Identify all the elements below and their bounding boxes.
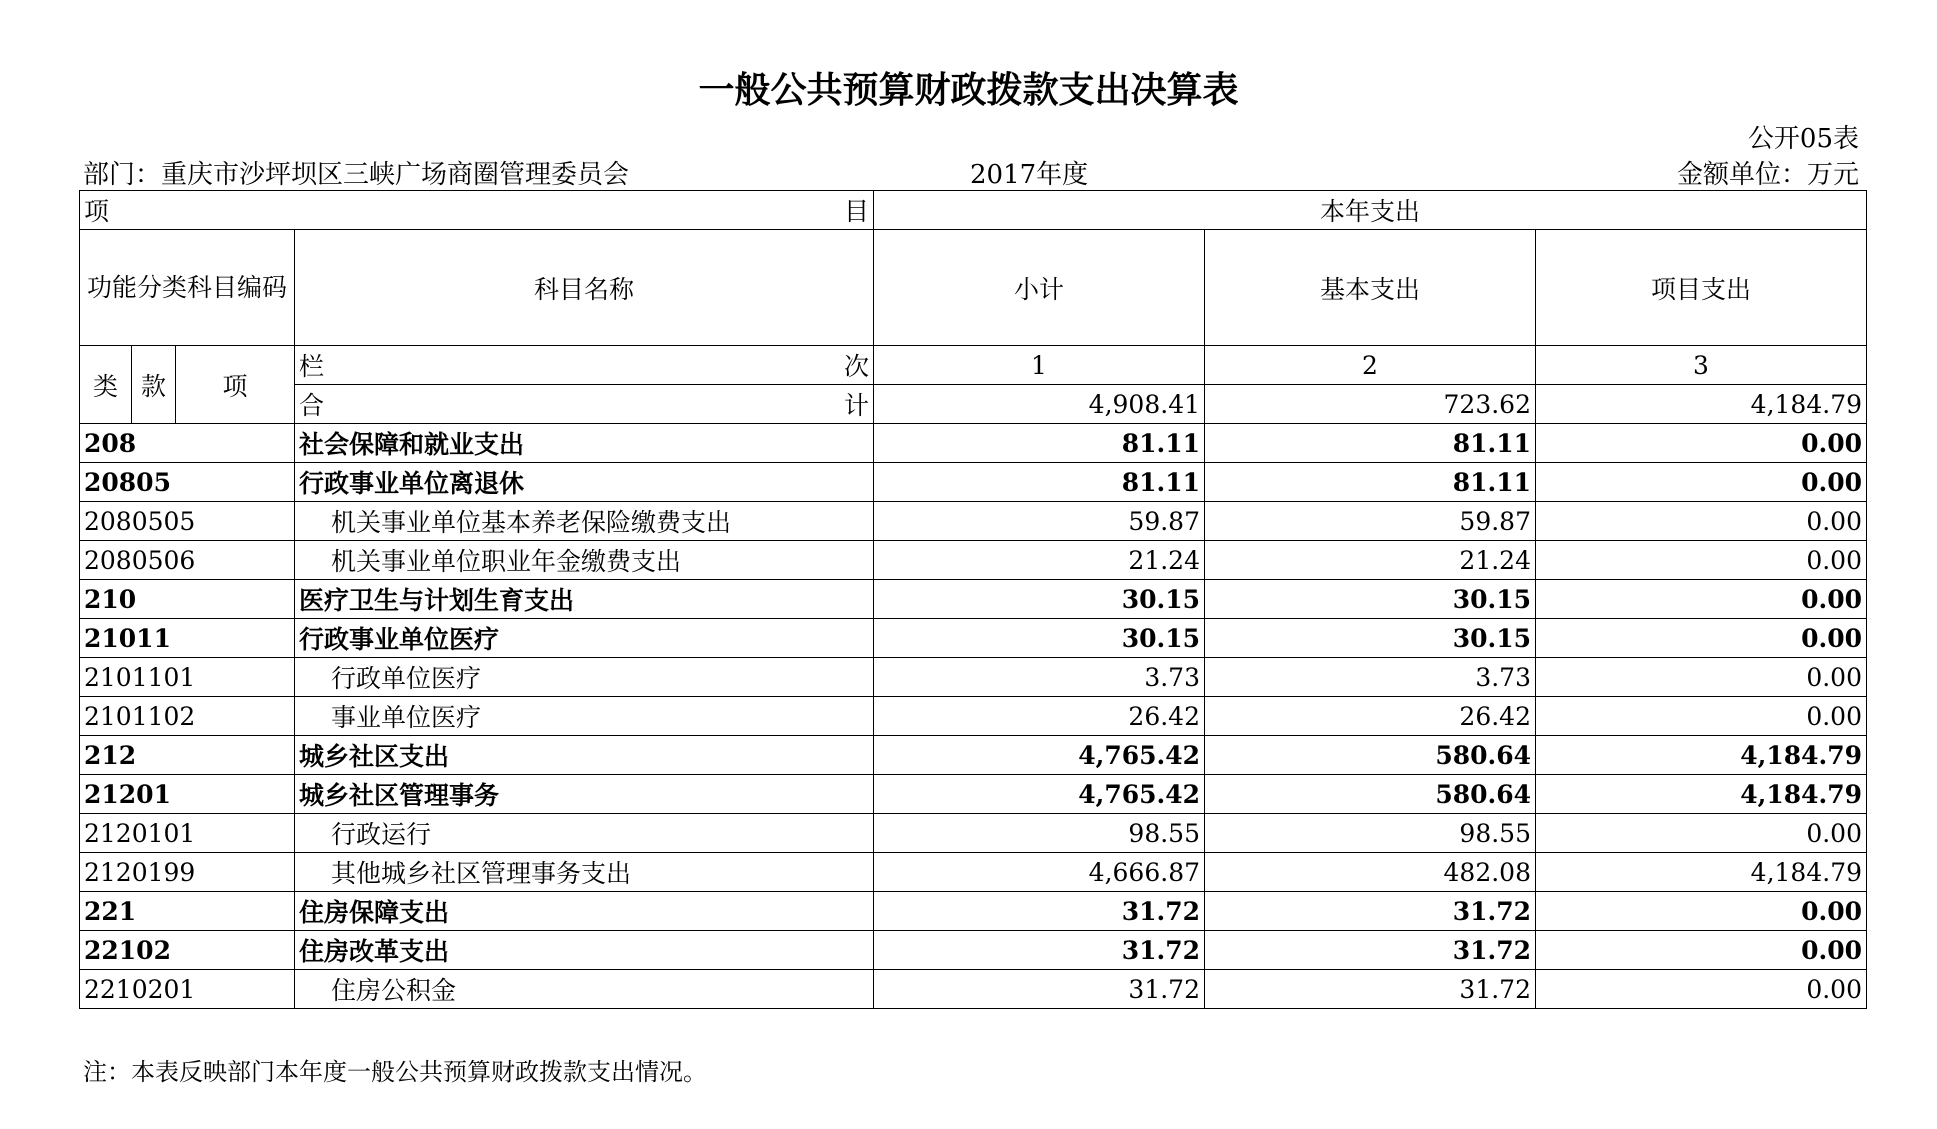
row-subtotal: 81.11 [874,424,1205,463]
table-note: 注：本表反映部门本年度一般公共预算财政拨款支出情况。 [83,1058,707,1086]
row-subject-name: 事业单位医疗 [295,697,874,736]
fiscal-year: 2017年度 [970,160,1089,190]
row-subject-name: 其他城乡社区管理事务支出 [295,853,874,892]
row-subtotal: 4,765.42 [874,775,1205,814]
header-row-item [80,191,1867,230]
row-code: 2101101 [80,658,295,697]
row-project: 4,184.79 [1536,853,1867,892]
row-subtotal: 21.24 [874,541,1205,580]
row-subject-name: 行政运行 [295,814,874,853]
table-row [80,580,1867,619]
header-lan: 栏 [299,352,325,381]
row-subject-name: 社会保障和就业支出 [295,424,874,463]
table-row [80,541,1867,580]
amount-unit: 金额单位：万元 [1676,160,1859,190]
header-row-lanci [80,346,1867,385]
header-col3: 3 [1536,346,1867,385]
header-func-code: 功能分类科目编码 [80,230,295,346]
table-row [80,424,1867,463]
row-subject-name: 住房改革支出 [295,931,874,970]
row-basic: 580.64 [1205,736,1536,775]
header-this-year: 本年支出 [874,191,1867,230]
table-row [80,775,1867,814]
row-subject-name: 城乡社区管理事务 [295,775,874,814]
total-subtotal: 4,908.41 [874,385,1205,424]
row-code: 2080506 [80,541,295,580]
row-code: 21011 [80,619,295,658]
row-subtotal: 4,666.87 [874,853,1205,892]
budget-table [79,190,1867,1009]
row-subject-name: 行政事业单位医疗 [295,619,874,658]
row-subject-name: 行政事业单位离退休 [295,463,874,502]
table-row [80,619,1867,658]
row-basic: 30.15 [1205,580,1536,619]
row-subject-name: 医疗卫生与计划生育支出 [295,580,874,619]
row-subtotal: 4,765.42 [874,736,1205,775]
row-project: 4,184.79 [1536,736,1867,775]
row-code: 2120199 [80,853,295,892]
total-row [80,385,1867,424]
header-subtotal: 小计 [874,230,1205,346]
row-subject-name: 住房公积金 [295,970,874,1009]
row-code: 2080505 [80,502,295,541]
row-project: 0.00 [1536,463,1867,502]
table-row [80,814,1867,853]
table-row [80,853,1867,892]
row-subtotal: 31.72 [874,931,1205,970]
table-row [80,502,1867,541]
page-title: 一般公共预算财政拨款支出决算表 [698,70,1239,111]
row-subtotal: 31.72 [874,892,1205,931]
total-he: 合 [299,391,325,420]
row-code: 2120101 [80,814,295,853]
header-item-right: 目 [843,197,869,226]
row-basic: 59.87 [1205,502,1536,541]
header-project: 项目支出 [1536,230,1867,346]
row-basic: 580.64 [1205,775,1536,814]
table-row [80,892,1867,931]
row-project: 0.00 [1536,580,1867,619]
row-subject-name: 城乡社区支出 [295,736,874,775]
row-basic: 482.08 [1205,853,1536,892]
row-project: 0.00 [1536,892,1867,931]
department-label: 部门：重庆市沙坪坝区三峡广场商圈管理委员会 [83,160,630,190]
header-col2: 2 [1205,346,1536,385]
row-code: 208 [80,424,295,463]
row-project: 0.00 [1536,619,1867,658]
form-number: 公开05表 [1747,124,1859,154]
table-row [80,697,1867,736]
row-project: 0.00 [1536,970,1867,1009]
table-row [80,736,1867,775]
table-row [80,931,1867,970]
header-basic: 基本支出 [1205,230,1536,346]
row-code: 20805 [80,463,295,502]
row-subject-name: 机关事业单位基本养老保险缴费支出 [295,502,874,541]
row-subtotal: 3.73 [874,658,1205,697]
row-subtotal: 26.42 [874,697,1205,736]
row-subtotal: 30.15 [874,619,1205,658]
header-subject-name: 科目名称 [295,230,874,346]
row-project: 0.00 [1536,697,1867,736]
row-subject-name: 住房保障支出 [295,892,874,931]
total-basic: 723.62 [1205,385,1536,424]
row-subtotal: 31.72 [874,970,1205,1009]
table-row [80,463,1867,502]
row-basic: 3.73 [1205,658,1536,697]
row-basic: 21.24 [1205,541,1536,580]
row-project: 0.00 [1536,502,1867,541]
header-row-columns [80,230,1867,346]
header-kuan: 款 [132,346,176,424]
row-subtotal: 81.11 [874,463,1205,502]
row-basic: 81.11 [1205,424,1536,463]
row-code: 22102 [80,931,295,970]
row-subject-name: 机关事业单位职业年金缴费支出 [295,541,874,580]
row-code: 212 [80,736,295,775]
row-code: 210 [80,580,295,619]
row-subtotal: 98.55 [874,814,1205,853]
header-item-left: 项 [84,197,110,226]
row-subtotal: 30.15 [874,580,1205,619]
row-code: 2210201 [80,970,295,1009]
row-code: 2101102 [80,697,295,736]
total-project: 4,184.79 [1536,385,1867,424]
row-code: 21201 [80,775,295,814]
row-basic: 31.72 [1205,970,1536,1009]
header-lei: 类 [80,346,132,424]
row-basic: 98.55 [1205,814,1536,853]
table-row [80,970,1867,1009]
row-basic: 30.15 [1205,619,1536,658]
row-project: 0.00 [1536,541,1867,580]
row-basic: 26.42 [1205,697,1536,736]
row-basic: 81.11 [1205,463,1536,502]
row-subtotal: 59.87 [874,502,1205,541]
row-project: 0.00 [1536,658,1867,697]
row-basic: 31.72 [1205,892,1536,931]
header-xiang: 项 [176,346,295,424]
header-ci: 次 [843,352,869,381]
total-ji: 计 [843,391,869,420]
row-subject-name: 行政单位医疗 [295,658,874,697]
row-project: 0.00 [1536,931,1867,970]
header-col1: 1 [874,346,1205,385]
row-project: 4,184.79 [1536,775,1867,814]
table-row [80,658,1867,697]
row-project: 0.00 [1536,814,1867,853]
row-code: 221 [80,892,295,931]
row-basic: 31.72 [1205,931,1536,970]
meta-line [83,154,1859,190]
row-project: 0.00 [1536,424,1867,463]
